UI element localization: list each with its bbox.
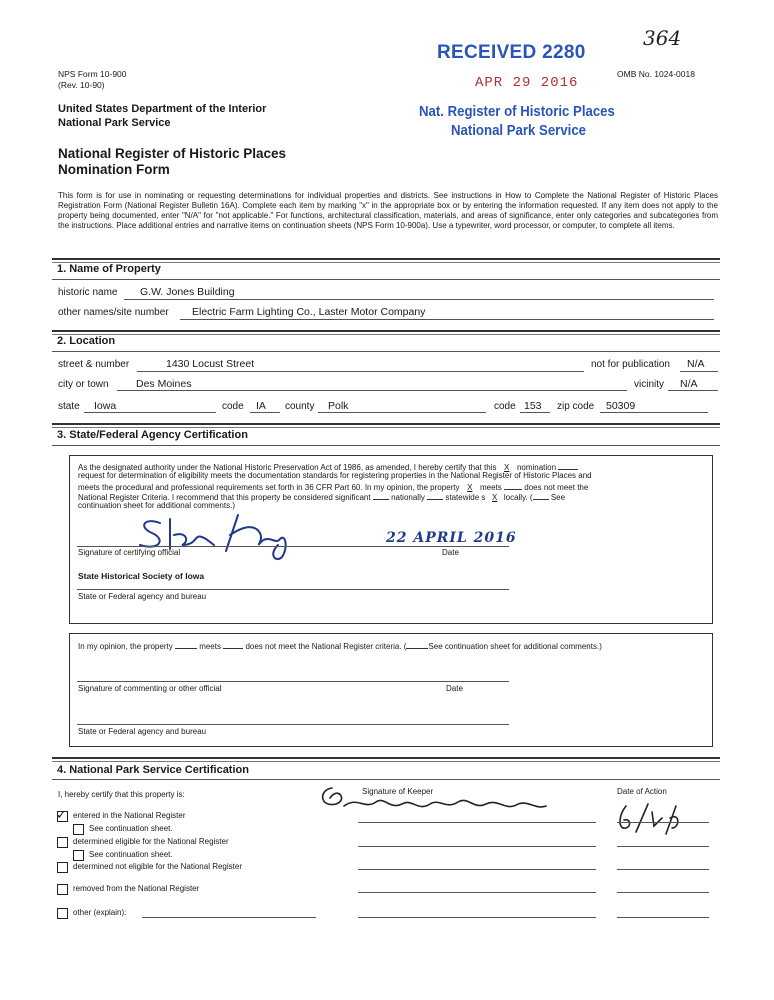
section-divider <box>52 330 720 335</box>
opinion-text-c: does not meet the National Register criteria. ( <box>245 642 407 651</box>
zip-field[interactable]: 50309 <box>606 400 636 412</box>
cert-text-4c: statewide s <box>445 493 486 502</box>
underline <box>600 412 708 413</box>
cert-text-4d: locally. ( <box>503 493 533 502</box>
date-line <box>617 869 709 870</box>
not-eligible-checkbox[interactable] <box>57 862 68 873</box>
entered-continuation-checkbox[interactable] <box>73 824 84 835</box>
agency-label: State or Federal agency and bureau <box>78 592 207 601</box>
underline <box>77 681 509 682</box>
state-code-field[interactable]: IA <box>256 400 266 412</box>
county-code-field[interactable]: 153 <box>524 400 542 412</box>
entered-label: entered in the National Register <box>73 811 186 820</box>
cert-text-4e: See <box>550 493 566 502</box>
date-line <box>617 892 709 893</box>
entered-checkbox[interactable]: ✓ <box>56 807 67 822</box>
form-revision: (Rev. 10-90) <box>58 80 105 90</box>
received-date: APR 29 2016 <box>475 75 579 91</box>
certify-text: I, hereby certify that this property is: <box>58 790 185 799</box>
keeper-line <box>358 869 596 870</box>
meets-mark: X <box>467 483 473 492</box>
section-4-heading: 4. National Park Service Certification <box>57 764 249 776</box>
keeper-line <box>358 846 596 847</box>
historic-name-label: historic name <box>58 287 118 298</box>
not-for-publication-label: not for publication <box>591 359 670 370</box>
opinion-text-d: See continuation sheet for additional comments.) <box>428 642 602 651</box>
removed-checkbox[interactable] <box>57 884 68 895</box>
underline <box>520 412 550 413</box>
cert-text-line-2: request for determination of eligibility meets the documentation standards for registering properties in the National Register of Historic Places and <box>78 471 592 480</box>
cert-text-4a: National Register Criteria. I recommend that this property be considered significant <box>78 493 371 502</box>
underline <box>124 299 714 300</box>
keeper-signature <box>318 776 558 826</box>
section-1-heading: 1. Name of Property <box>57 263 161 275</box>
nomination-mark: X <box>504 463 510 472</box>
date-label: Date <box>442 548 459 557</box>
cert-text-1b: nomination <box>516 463 557 472</box>
action-date-handwriting <box>614 798 684 838</box>
underline <box>180 319 714 320</box>
date-line <box>617 822 709 823</box>
not-for-publication-field[interactable]: N/A <box>687 358 705 370</box>
service: National Park Service <box>58 117 171 129</box>
zip-label: zip code <box>557 401 595 412</box>
stamp-line-1: Nat. Register of Historic Places <box>419 103 615 120</box>
cert-text-3a: meets the procedural and professional requirements set forth in 36 CFR Part 60. In my opinion, the property <box>78 483 460 492</box>
other-names-label: other names/site number <box>58 307 169 318</box>
historic-name-field[interactable]: G.W. Jones Building <box>140 286 235 298</box>
vicinity-field[interactable]: N/A <box>680 378 698 390</box>
section-2-heading: 2. Location <box>57 335 116 347</box>
underline <box>137 371 584 372</box>
certifying-agency[interactable]: State Historical Society of Iowa <box>78 571 205 581</box>
county-field[interactable]: Polk <box>328 400 349 412</box>
underline <box>77 589 509 590</box>
cert-text-3c: does not meet the <box>524 483 589 492</box>
county-label: county <box>285 401 315 412</box>
underline <box>250 412 280 413</box>
city-label: city or town <box>58 379 109 390</box>
cert-text-3b: meets <box>480 483 502 492</box>
eligible-label: determined eligible for the National Register <box>73 837 229 846</box>
page-title: National Register of Historic Places <box>58 146 287 161</box>
eligible-checkbox[interactable] <box>57 837 68 848</box>
underline <box>84 412 216 413</box>
section-divider <box>52 423 720 428</box>
certifying-date: 22 APRIL 2016 <box>386 530 517 546</box>
handwritten-number: 364 <box>643 26 682 50</box>
state-field[interactable]: Iowa <box>94 400 117 412</box>
other-explain-field[interactable] <box>142 917 316 918</box>
commenting-signature-label: Signature of commenting or other official <box>78 684 222 693</box>
other-checkbox[interactable] <box>57 908 68 919</box>
keeper-line <box>358 917 596 918</box>
state-code-label: code <box>222 401 244 412</box>
locally-mark: X <box>491 493 498 502</box>
date-line <box>617 846 709 847</box>
cert-text-line-5: continuation sheet for additional comments.) <box>78 501 235 510</box>
vicinity-label: vicinity <box>634 379 665 390</box>
form-number: NPS Form 10-900 <box>58 69 127 79</box>
cert-text-4b: nationally <box>391 493 425 502</box>
date-line <box>617 917 709 918</box>
section-3-heading: 3. State/Federal Agency Certification <box>57 429 248 441</box>
cert-text-1a: As the designated authority under the National Historic Preservation Act of 1986, as amended, I hereby certify that this <box>78 463 497 472</box>
underline <box>668 390 718 391</box>
divider <box>52 445 720 446</box>
entered-continuation-label: See continuation sheet. <box>89 824 173 833</box>
underline <box>680 371 718 372</box>
opinion-text <box>78 640 602 652</box>
action-date-label: Date of Action <box>617 787 667 796</box>
underline <box>77 546 509 547</box>
not-eligible-label: determined not eligible for the National Register <box>73 862 242 871</box>
signature-label: Signature of certifying official <box>78 548 181 557</box>
city-field[interactable]: Des Moines <box>136 378 192 390</box>
commenting-agency-label: State or Federal agency and bureau <box>78 727 207 736</box>
section-divider <box>52 757 720 762</box>
received-stamp: RECEIVED 2280 <box>437 42 586 63</box>
eligible-continuation-label: See continuation sheet. <box>89 850 173 859</box>
department: United States Department of the Interior <box>58 103 267 115</box>
state-label: state <box>58 401 80 412</box>
instructions: This form is for use in nominating or requesting determinations for individual properties and districts. See instructions in How to Complete the National Register of Historic Places Registration Form (National Register Bulletin 16A). Complete each item by marking "x" in the appropriate box or by entering the information requested. If any item does not apply to the property being documented, enter "N/A" for "not applicable." For functions, architectural classification, materials, and areas of significance, enter only categories and subcategories from the instructions. Place additional entries and narrative items on continuation sheets (NPS Form 10-900a). Use a typewriter, word processor, or computer, to complete all items. <box>58 191 718 230</box>
street-field[interactable]: 1430 Locust Street <box>166 358 255 370</box>
underline <box>318 412 486 413</box>
street-label: street & number <box>58 359 130 370</box>
keeper-line <box>358 892 596 893</box>
commenting-date-label: Date <box>446 684 463 693</box>
divider <box>52 279 720 280</box>
stamp-line-2: National Park Service <box>451 122 587 139</box>
page-subtitle: Nomination Form <box>58 162 170 177</box>
opinion-text-a: In my opinion, the property <box>78 642 173 651</box>
removed-label: removed from the National Register <box>73 884 200 893</box>
omb-number: OMB No. 1024-0018 <box>617 69 695 79</box>
keeper-label: Signature of Keeper <box>362 787 434 796</box>
keeper-line <box>358 822 596 823</box>
eligible-continuation-checkbox[interactable] <box>73 850 84 861</box>
county-code-label: code <box>494 401 516 412</box>
underline <box>117 390 627 391</box>
divider <box>52 351 720 352</box>
opinion-text-b: meets <box>199 642 221 651</box>
other-label: other (explain): <box>73 908 127 917</box>
other-names-field[interactable]: Electric Farm Lighting Co., Laster Motor Company <box>192 306 426 318</box>
underline <box>77 724 509 725</box>
